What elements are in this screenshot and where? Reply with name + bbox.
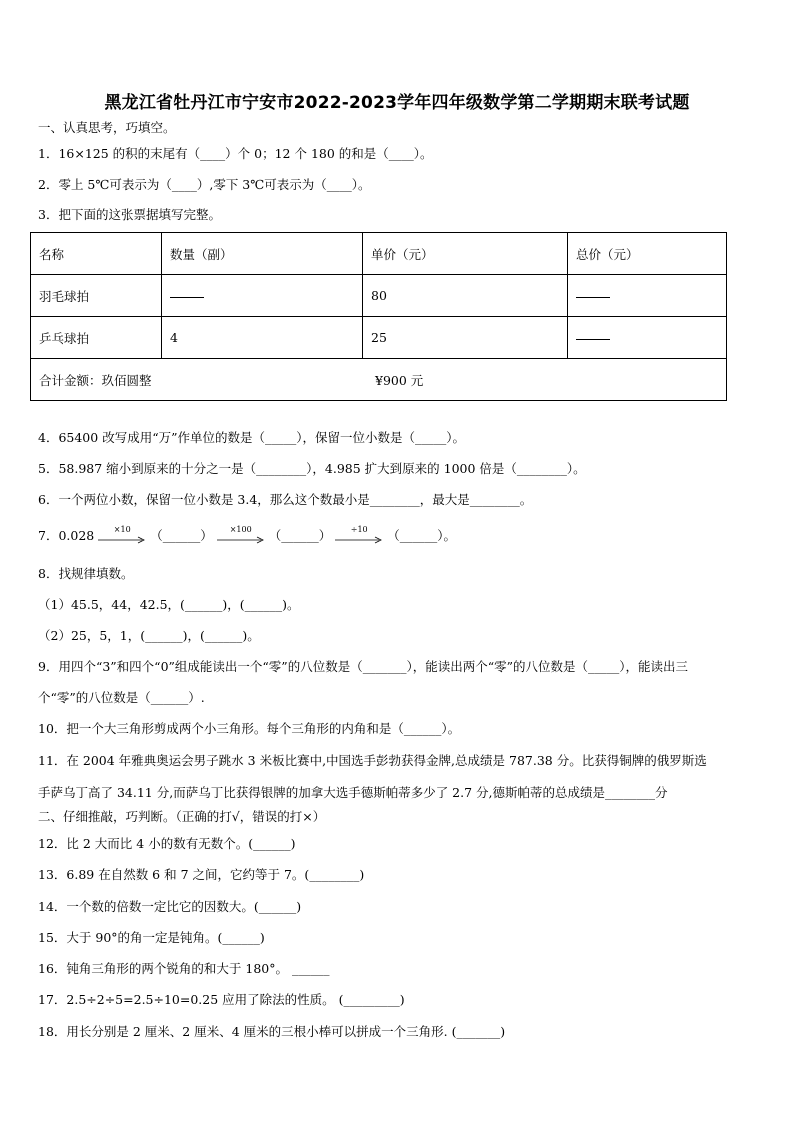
question-8: 8．找规律填数。: [38, 566, 134, 581]
question-8-part-2: （2）25，5，1，(______)，(______)。: [38, 628, 260, 643]
table-total-cell: [31, 359, 727, 401]
table-row: [31, 275, 727, 317]
fill-blank-line: [170, 296, 204, 298]
arrow-times-10: [98, 524, 146, 546]
question-11-line-2: 手萨乌丁高了 34.11 分,而萨乌丁比获得银牌的加拿大选手德斯帕蒂多少了 2.7 分,德斯帕蒂的总成绩是________分: [38, 785, 668, 800]
question-10: 10．把一个大三角形剪成两个小三角形。每个三角形的内角和是（______）。: [38, 721, 461, 736]
question-18: 18．用长分别是 2 厘米、2 厘米、4 厘米的三根小棒可以拼成一个三角形. (_______): [38, 1024, 506, 1039]
arrow-times-100: [217, 524, 265, 546]
question-17: 17．2.5÷2÷5=2.5÷10=0.25 应用了除法的性质。 (_________): [38, 992, 405, 1007]
question-11-line-1: 11．在 2004 年雅典奥运会男子跳水 3 米板比赛中,中国选手彭勃获得金牌,总成绩是 787.38 分。比获得铜牌的俄罗斯选: [38, 753, 707, 768]
q7-blank-2[interactable]: （______）: [268, 528, 332, 543]
arrow-label: ÷10: [350, 524, 368, 534]
table-cell-blank[interactable]: [162, 275, 363, 317]
table-total-row: [31, 359, 727, 401]
total-label: 合计金额：玖佰圆整: [39, 372, 152, 388]
right-arrow-icon: [217, 536, 265, 544]
section-heading-2: 二、仔细推敲，巧判断。（正确的打√，错误的打×）: [38, 809, 326, 824]
question-13: 13．6.89 在自然数 6 和 7 之间，它约等于 7。(________): [38, 867, 365, 882]
question-3: 3．把下面的这张票据填写完整。: [38, 207, 221, 222]
table-cell: 羽毛球拍: [31, 275, 162, 317]
question-7: [38, 524, 764, 546]
question-16: 16．钝角三角形的两个锐角的和大于 180°。 ______: [38, 961, 330, 976]
right-arrow-icon: [335, 536, 383, 544]
right-arrow-icon: [98, 536, 146, 544]
table-header-cell: 名称: [31, 233, 162, 275]
question-9-line-2: 个“零”的八位数是（______）.: [38, 690, 205, 705]
table-header-row: [31, 233, 727, 275]
total-value: ¥900 元: [375, 372, 424, 388]
table-row: [31, 317, 727, 359]
table-cell: 80: [363, 275, 568, 317]
table-cell-blank[interactable]: [568, 275, 727, 317]
question-15: 15．大于 90°的角一定是钝角。(______): [38, 930, 265, 945]
table-header-cell: 数量（副）: [162, 233, 363, 275]
q7-start-value: 7．0.028: [38, 528, 95, 543]
arrow-divide-10: [335, 524, 383, 546]
q7-blank-1[interactable]: （______）: [150, 528, 213, 543]
question-9-line-1: 9．用四个“3”和四个“0”组成能读出一个“零”的八位数是（_______），能读出两个“零”的八位数是（_____），能读出三: [38, 659, 688, 674]
page-title: 黑龙江省牡丹江市宁安市2022-2023学年四年级数学第二学期期末联考试题: [104, 93, 690, 113]
table-cell: 4: [162, 317, 363, 359]
receipt-table: [30, 232, 727, 401]
question-12: 12．比 2 大而比 4 小的数有无数个。(______): [38, 836, 296, 851]
table-cell: 25: [363, 317, 568, 359]
section-heading-1: 一、认真思考，巧填空。: [38, 120, 176, 135]
question-1: 1．16×125 的积的末尾有（____）个 0；12 个 180 的和是（____）。: [38, 146, 433, 161]
q7-blank-3[interactable]: （______）。: [387, 528, 456, 543]
table-cell-blank[interactable]: [568, 317, 727, 359]
question-14: 14．一个数的倍数一定比它的因数大。(______): [38, 899, 302, 914]
table-header-cell: 总价（元）: [568, 233, 727, 275]
fill-blank-line: [576, 296, 610, 298]
table-header-cell: 单价（元）: [363, 233, 568, 275]
arrow-label: ×100: [229, 524, 252, 534]
question-5: 5．58.987 缩小到原来的十分之一是（________），4.985 扩大到原来的 1000 倍是（________）。: [38, 461, 586, 476]
table-cell: 乒乓球拍: [31, 317, 162, 359]
question-8-part-1: （1）45.5，44，42.5，(______)，(______)。: [38, 597, 300, 612]
question-6: 6．一个两位小数，保留一位小数是 3.4，那么这个数最小是________，最大是________。: [38, 492, 533, 507]
fill-blank-line: [576, 338, 610, 340]
question-2: 2．零上 5℃可表示为（____）,零下 3℃可表示为（____）。: [38, 177, 371, 192]
arrow-label: ×10: [113, 524, 131, 534]
question-4: 4．65400 改写成用“万”作单位的数是（_____），保留一位小数是（_____）。: [38, 430, 465, 445]
